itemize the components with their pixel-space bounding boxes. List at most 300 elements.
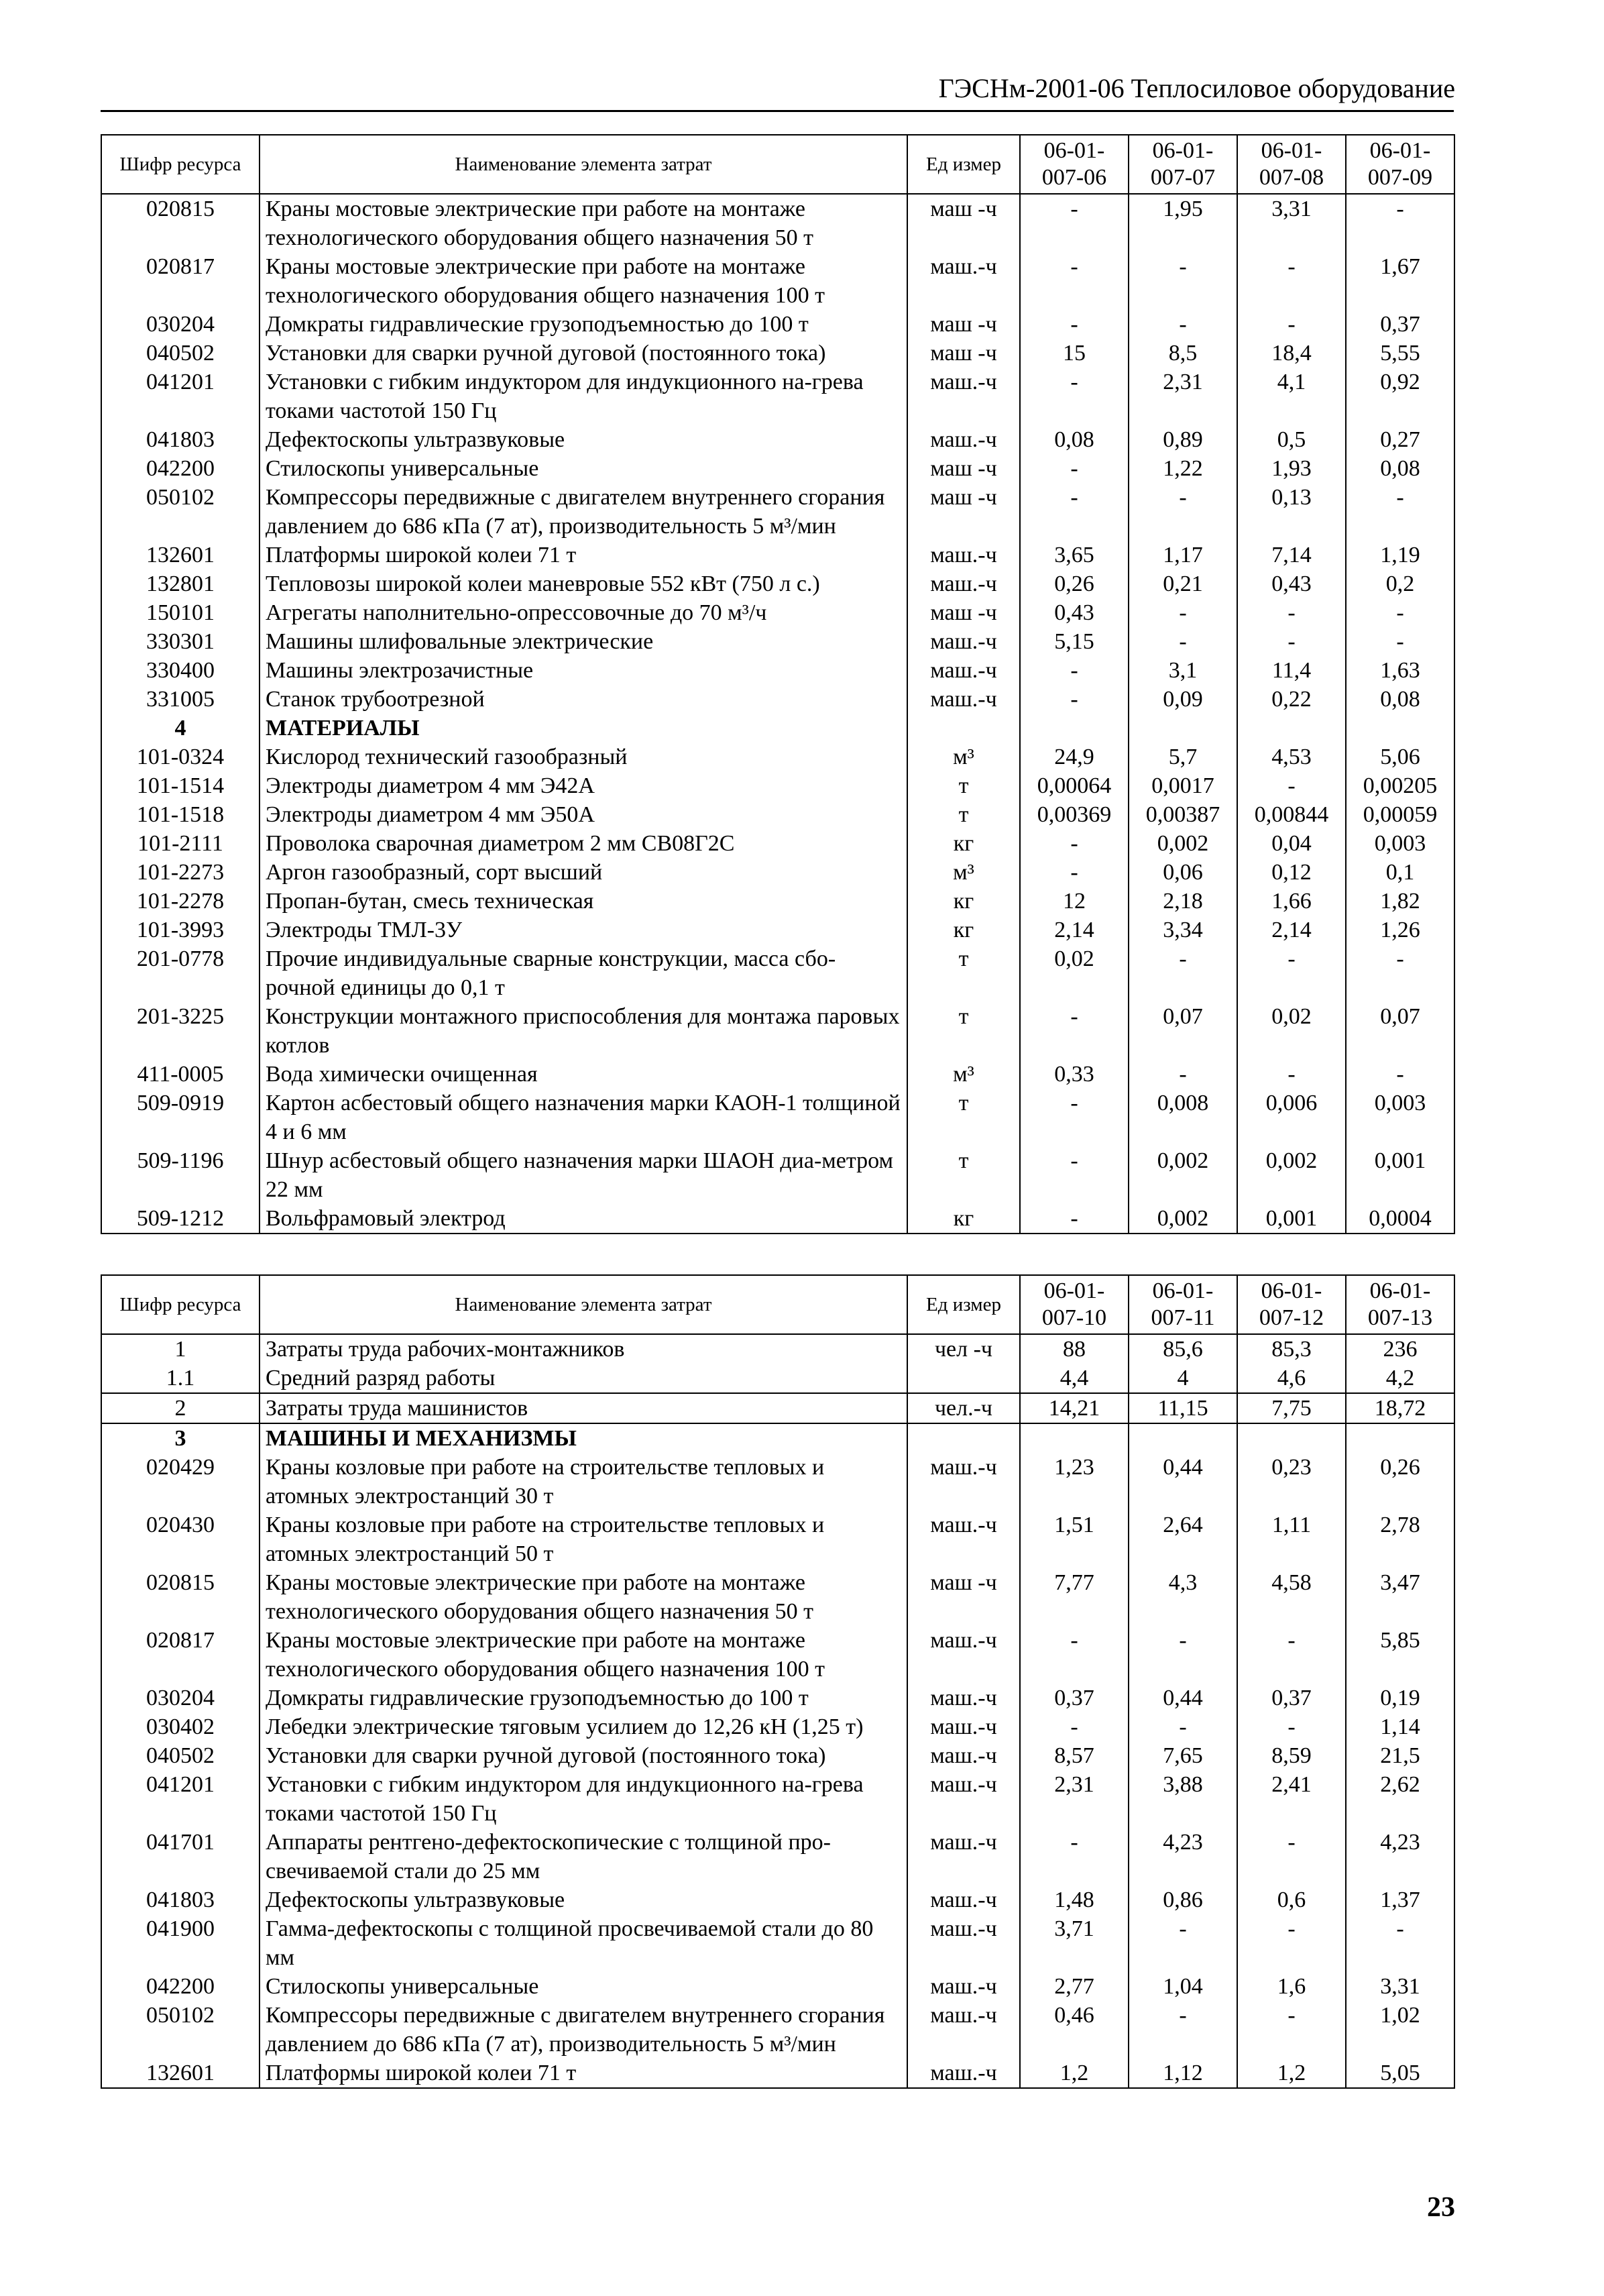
value-cell: - [1020, 685, 1129, 714]
unit-cell: т [907, 944, 1020, 1002]
unit-cell: маш.-ч [907, 2059, 1020, 2088]
resource-name-cell: Краны козловые при работе на строительстве тепловых и атомных электростанций 50 т [260, 1511, 907, 1568]
header-col: 06-01- 007-12 [1237, 1275, 1346, 1334]
value-cell: 0,003 [1346, 829, 1454, 858]
resource-code-cell: 030402 [101, 1712, 260, 1741]
unit-cell: м³ [907, 858, 1020, 887]
table-row [101, 194, 1454, 252]
unit-cell: маш -ч [907, 598, 1020, 627]
value-cell: 4 [1129, 1364, 1237, 1393]
resource-table-2 [101, 1274, 1455, 2089]
resource-code-cell: 050102 [101, 2001, 260, 2059]
table-row [101, 598, 1454, 627]
unit-cell: т [907, 1089, 1020, 1146]
value-cell: 0,002 [1129, 829, 1237, 858]
unit-cell: маш.-ч [907, 1914, 1020, 1972]
table-row [101, 1684, 1454, 1712]
value-cell: - [1237, 1626, 1346, 1684]
unit-cell: маш -ч [907, 194, 1020, 252]
value-cell: 1,14 [1346, 1712, 1454, 1741]
unit-cell: чел.-ч [907, 1393, 1020, 1423]
value-cell [1129, 714, 1237, 743]
unit-cell: маш.-ч [907, 1885, 1020, 1914]
unit-cell: маш.-ч [907, 1712, 1020, 1741]
resource-code-cell: 101-0324 [101, 743, 260, 771]
value-cell: 3,47 [1346, 1568, 1454, 1626]
header-col: 06-01- 007-09 [1346, 135, 1454, 194]
value-cell: 1,95 [1129, 194, 1237, 252]
value-cell: 2,31 [1129, 368, 1237, 425]
resource-code-cell: 101-2278 [101, 887, 260, 916]
table-row [101, 2059, 1454, 2088]
resource-name-cell: Картон асбестовый общего назначения марки КАОН-1 толщиной 4 и 6 мм [260, 1089, 907, 1146]
unit-cell: маш.-ч [907, 627, 1020, 656]
resource-name-cell: Тепловозы широкой колеи маневровые 552 кВт (750 л с.) [260, 569, 907, 598]
unit-cell: маш -ч [907, 310, 1020, 339]
unit-cell: маш.-ч [907, 1626, 1020, 1684]
table-row [101, 310, 1454, 339]
value-cell: 0,26 [1020, 569, 1129, 598]
unit-cell: маш -ч [907, 339, 1020, 368]
value-cell: - [1020, 656, 1129, 685]
value-cell: 0,89 [1129, 425, 1237, 454]
value-cell: 0,02 [1237, 1002, 1346, 1060]
value-cell [1346, 714, 1454, 743]
resource-code-cell: 050102 [101, 483, 260, 541]
value-cell: - [1237, 1914, 1346, 1972]
value-cell: 2,41 [1237, 1770, 1346, 1828]
resource-name-cell: МАТЕРИАЛЫ [260, 714, 907, 743]
table-row [101, 2001, 1454, 2059]
value-cell: 0,46 [1020, 2001, 1129, 2059]
value-cell: 1,02 [1346, 2001, 1454, 2059]
value-cell: 0,37 [1020, 1684, 1129, 1712]
value-cell: 0,12 [1237, 858, 1346, 887]
value-cell: 1,51 [1020, 1511, 1129, 1568]
value-cell: 2,14 [1237, 916, 1346, 944]
resource-code-cell: 509-1212 [101, 1204, 260, 1234]
value-cell: 3,65 [1020, 541, 1129, 569]
resource-name-cell: Аппараты рентгено-дефектоскопические с толщиной про-свечиваемой стали до 25 мм [260, 1828, 907, 1885]
value-cell: - [1020, 1146, 1129, 1204]
table-row [101, 483, 1454, 541]
value-cell: 5,55 [1346, 339, 1454, 368]
value-cell [1020, 1423, 1129, 1453]
value-cell: 4,23 [1346, 1828, 1454, 1885]
value-cell: 2,62 [1346, 1770, 1454, 1828]
value-cell: 0,003 [1346, 1089, 1454, 1146]
table-header [101, 135, 1454, 194]
table-row [101, 1393, 1454, 1423]
resource-code-cell: 331005 [101, 685, 260, 714]
value-cell: 8,59 [1237, 1741, 1346, 1770]
value-cell: 0,33 [1020, 1060, 1129, 1089]
value-cell: - [1020, 483, 1129, 541]
table-row [101, 800, 1454, 829]
document-header-title: ГЭСНм-2001-06 Теплосиловое оборудование [938, 73, 1455, 103]
value-cell: 1,6 [1237, 1972, 1346, 2001]
value-cell: - [1237, 2001, 1346, 2059]
value-cell: 0,00205 [1346, 771, 1454, 800]
unit-cell: чел -ч [907, 1334, 1020, 1364]
value-cell: - [1129, 1914, 1237, 1972]
value-cell [1237, 714, 1346, 743]
table-row [101, 1146, 1454, 1204]
value-cell: 0,26 [1346, 1453, 1454, 1511]
value-cell: - [1129, 310, 1237, 339]
value-cell: - [1020, 454, 1129, 483]
resource-code-cell: 041701 [101, 1828, 260, 1885]
unit-cell: маш.-ч [907, 685, 1020, 714]
unit-cell: маш.-ч [907, 252, 1020, 310]
value-cell: - [1129, 598, 1237, 627]
value-cell: - [1020, 310, 1129, 339]
value-cell: 5,7 [1129, 743, 1237, 771]
resource-name-cell: Затраты труда рабочих-монтажников [260, 1334, 907, 1364]
resource-code-cell: 041201 [101, 1770, 260, 1828]
resource-name-cell: Установки с гибким индуктором для индукционного на-грева токами частотой 150 Гц [260, 1770, 907, 1828]
unit-cell: маш -ч [907, 1568, 1020, 1626]
value-cell: 4,4 [1020, 1364, 1129, 1393]
value-cell: - [1020, 1204, 1129, 1234]
table-row [101, 1626, 1454, 1684]
value-cell: 0,37 [1237, 1684, 1346, 1712]
resource-name-cell: Стилоскопы универсальные [260, 1972, 907, 2001]
resource-name-cell: Краны мостовые электрические при работе на монтаже технологического оборудования общего назначения 100 т [260, 252, 907, 310]
value-cell: 8,5 [1129, 339, 1237, 368]
value-cell: 5,15 [1020, 627, 1129, 656]
value-cell: - [1346, 483, 1454, 541]
value-cell: 3,71 [1020, 1914, 1129, 1972]
value-cell: 1,23 [1020, 1453, 1129, 1511]
value-cell [1237, 1423, 1346, 1453]
resource-code-cell: 411-0005 [101, 1060, 260, 1089]
resource-name-cell: Домкраты гидравлические грузоподъемностью до 100 т [260, 1684, 907, 1712]
resource-code-cell: 101-3993 [101, 916, 260, 944]
resource-name-cell: Агрегаты наполнительно-опрессовочные до 70 м³/ч [260, 598, 907, 627]
value-cell: 3,88 [1129, 1770, 1237, 1828]
header-col: 06-01- 007-10 [1020, 1275, 1129, 1334]
resource-code-cell: 101-2111 [101, 829, 260, 858]
value-cell: - [1020, 368, 1129, 425]
value-cell: - [1237, 598, 1346, 627]
resource-code-cell: 330301 [101, 627, 260, 656]
value-cell: 0,002 [1237, 1146, 1346, 1204]
table-row [101, 1972, 1454, 2001]
value-cell: - [1237, 944, 1346, 1002]
value-cell: 0,19 [1346, 1684, 1454, 1712]
header-col: 06-01- 007-06 [1020, 135, 1129, 194]
resource-code-cell: 020815 [101, 1568, 260, 1626]
value-cell: 0,44 [1129, 1453, 1237, 1511]
value-cell [1129, 1423, 1237, 1453]
value-cell: 1,66 [1237, 887, 1346, 916]
value-cell: 1,63 [1346, 656, 1454, 685]
value-cell: 24,9 [1020, 743, 1129, 771]
table-row [101, 829, 1454, 858]
value-cell: 3,31 [1237, 194, 1346, 252]
resource-name-cell: Вода химически очищенная [260, 1060, 907, 1089]
resource-name-cell: Конструкции монтажного приспособления для монтажа паровых котлов [260, 1002, 907, 1060]
value-cell: 7,75 [1237, 1393, 1346, 1423]
table-body [101, 1334, 1454, 2088]
resource-code-cell: 020817 [101, 252, 260, 310]
header-unit: Ед измер [907, 1275, 1020, 1334]
value-cell: 11,4 [1237, 656, 1346, 685]
value-cell: 2,14 [1020, 916, 1129, 944]
value-cell: - [1020, 829, 1129, 858]
resource-code-cell: 132801 [101, 569, 260, 598]
value-cell: 3,34 [1129, 916, 1237, 944]
value-cell [1346, 1423, 1454, 1453]
unit-cell: маш.-ч [907, 1770, 1020, 1828]
unit-cell: м³ [907, 1060, 1020, 1089]
value-cell: - [1237, 1060, 1346, 1089]
value-cell: 0,08 [1346, 454, 1454, 483]
resource-code-cell: 040502 [101, 1741, 260, 1770]
resource-code-cell: 132601 [101, 2059, 260, 2088]
unit-cell: маш.-ч [907, 1828, 1020, 1885]
unit-cell: маш -ч [907, 483, 1020, 541]
resource-code-cell: 101-1514 [101, 771, 260, 800]
value-cell: 1,67 [1346, 252, 1454, 310]
table-header [101, 1275, 1454, 1334]
value-cell: - [1237, 310, 1346, 339]
resource-name-cell: Платформы широкой колеи 71 т [260, 2059, 907, 2088]
value-cell: 18,72 [1346, 1393, 1454, 1423]
value-cell: 0,001 [1237, 1204, 1346, 1234]
header-code: Шифр ресурса [101, 1275, 260, 1334]
resource-code-cell: 150101 [101, 598, 260, 627]
value-cell: 21,5 [1346, 1741, 1454, 1770]
unit-cell: маш.-ч [907, 1684, 1020, 1712]
value-cell: 0,006 [1237, 1089, 1346, 1146]
header-name: Наименование элемента затрат [260, 1275, 907, 1334]
table-row [101, 1364, 1454, 1393]
resource-code-cell: 1 [101, 1334, 260, 1364]
resource-name-cell: Аргон газообразный, сорт высший [260, 858, 907, 887]
value-cell: - [1346, 627, 1454, 656]
table-row [101, 425, 1454, 454]
resource-code-cell: 4 [101, 714, 260, 743]
value-cell: 1,04 [1129, 1972, 1237, 2001]
table-row [101, 1060, 1454, 1089]
resource-name-cell: Пропан-бутан, смесь техническая [260, 887, 907, 916]
value-cell: 0,00844 [1237, 800, 1346, 829]
resource-name-cell: Краны мостовые электрические при работе на монтаже технологического оборудования общего назначения 50 т [260, 194, 907, 252]
header-rule [101, 110, 1454, 112]
unit-cell: м³ [907, 743, 1020, 771]
value-cell: 85,6 [1129, 1334, 1237, 1364]
resource-code-cell: 2 [101, 1393, 260, 1423]
value-cell: 0,09 [1129, 685, 1237, 714]
header-unit: Ед измер [907, 135, 1020, 194]
value-cell: 1,19 [1346, 541, 1454, 569]
unit-cell [907, 1364, 1020, 1393]
value-cell: - [1020, 194, 1129, 252]
value-cell: - [1129, 627, 1237, 656]
value-cell: 0,07 [1346, 1002, 1454, 1060]
value-cell: 0,44 [1129, 1684, 1237, 1712]
value-cell: 1,11 [1237, 1511, 1346, 1568]
unit-cell: кг [907, 887, 1020, 916]
table-row [101, 887, 1454, 916]
value-cell: - [1129, 1712, 1237, 1741]
value-cell: 11,15 [1129, 1393, 1237, 1423]
unit-cell: т [907, 800, 1020, 829]
resource-code-cell: 020429 [101, 1453, 260, 1511]
table-row [101, 1511, 1454, 1568]
value-cell: - [1020, 252, 1129, 310]
resource-code-cell: 041900 [101, 1914, 260, 1972]
unit-cell: маш.-ч [907, 656, 1020, 685]
resource-name-cell: Дефектоскопы ультразвуковые [260, 1885, 907, 1914]
value-cell: 0,00369 [1020, 800, 1129, 829]
unit-cell: маш.-ч [907, 2001, 1020, 2059]
value-cell: - [1129, 2001, 1237, 2059]
unit-cell: маш.-ч [907, 541, 1020, 569]
table-body [101, 194, 1454, 1234]
resource-code-cell: 020817 [101, 1626, 260, 1684]
value-cell: 14,21 [1020, 1393, 1129, 1423]
value-cell: 0,21 [1129, 569, 1237, 598]
value-cell: 0,2 [1346, 569, 1454, 598]
value-cell: - [1346, 1914, 1454, 1972]
value-cell: - [1346, 194, 1454, 252]
table-row [101, 569, 1454, 598]
resource-code-cell: 509-0919 [101, 1089, 260, 1146]
value-cell: 1,17 [1129, 541, 1237, 569]
value-cell: - [1237, 771, 1346, 800]
value-cell: - [1237, 1828, 1346, 1885]
value-cell: 4,58 [1237, 1568, 1346, 1626]
header-col: 06-01- 007-13 [1346, 1275, 1454, 1334]
resource-name-cell: Компрессоры передвижные с двигателем внутреннего сгорания давлением до 686 кПа (7 ат), производительность 5 м³/мин [260, 483, 907, 541]
value-cell: 7,65 [1129, 1741, 1237, 1770]
unit-cell: маш.-ч [907, 1453, 1020, 1511]
header-col: 06-01- 007-08 [1237, 135, 1346, 194]
table-row [101, 656, 1454, 685]
value-cell: 236 [1346, 1334, 1454, 1364]
value-cell: 3,31 [1346, 1972, 1454, 2001]
table-row [101, 252, 1454, 310]
table-row [101, 339, 1454, 368]
section-row [101, 1423, 1454, 1453]
resource-table-1 [101, 134, 1455, 1234]
value-cell: 7,77 [1020, 1568, 1129, 1626]
value-cell: 5,85 [1346, 1626, 1454, 1684]
resource-code-cell: 042200 [101, 454, 260, 483]
table-row [101, 858, 1454, 887]
unit-cell: маш -ч [907, 454, 1020, 483]
value-cell: 2,18 [1129, 887, 1237, 916]
table-row [101, 1089, 1454, 1146]
value-cell: - [1129, 1060, 1237, 1089]
resource-name-cell: Краны мостовые электрические при работе на монтаже технологического оборудования общего назначения 100 т [260, 1626, 907, 1684]
value-cell: - [1020, 858, 1129, 887]
table-row [101, 1828, 1454, 1885]
table-row [101, 1885, 1454, 1914]
resource-code-cell: 201-3225 [101, 1002, 260, 1060]
page-number: 23 [1427, 2192, 1455, 2223]
resource-name-cell: Установки для сварки ручной дуговой (постоянного тока) [260, 1741, 907, 1770]
value-cell [1020, 714, 1129, 743]
unit-cell: маш.-ч [907, 1511, 1020, 1568]
resource-name-cell: Компрессоры передвижные с двигателем внутреннего сгорания давлением до 686 кПа (7 ат), производительность 5 м³/мин [260, 2001, 907, 2059]
value-cell: 4,3 [1129, 1568, 1237, 1626]
value-cell: 0,08 [1346, 685, 1454, 714]
header-col: 06-01- 007-07 [1129, 135, 1237, 194]
unit-cell [907, 1423, 1020, 1453]
resource-name-cell: Электроды диаметром 4 мм Э50А [260, 800, 907, 829]
value-cell: 0,002 [1129, 1204, 1237, 1234]
value-cell: 1,12 [1129, 2059, 1237, 2088]
table-row [101, 1914, 1454, 1972]
table-row [101, 627, 1454, 656]
unit-cell: кг [907, 1204, 1020, 1234]
value-cell: - [1237, 252, 1346, 310]
value-cell: - [1020, 1626, 1129, 1684]
section-row [101, 714, 1454, 743]
value-cell: 4,6 [1237, 1364, 1346, 1393]
value-cell: 4,2 [1346, 1364, 1454, 1393]
resource-name-cell: МАШИНЫ И МЕХАНИЗМЫ [260, 1423, 907, 1453]
value-cell: - [1129, 944, 1237, 1002]
value-cell: 85,3 [1237, 1334, 1346, 1364]
resource-name-cell: Дефектоскопы ультразвуковые [260, 425, 907, 454]
table-row [101, 454, 1454, 483]
value-cell: 0,27 [1346, 425, 1454, 454]
resource-code-cell: 101-1518 [101, 800, 260, 829]
resource-code-cell: 042200 [101, 1972, 260, 2001]
resource-name-cell: Прочие индивидуальные сварные конструкции, масса сбо-рочной единицы до 0,1 т [260, 944, 907, 1002]
resource-name-cell: Установки с гибким индуктором для индукционного на-грева токами частотой 150 Гц [260, 368, 907, 425]
value-cell: - [1237, 627, 1346, 656]
value-cell: 0,001 [1346, 1146, 1454, 1204]
value-cell: 1,82 [1346, 887, 1454, 916]
value-cell: 0,0004 [1346, 1204, 1454, 1234]
table-row [101, 685, 1454, 714]
value-cell: 0,08 [1020, 425, 1129, 454]
value-cell: 0,13 [1237, 483, 1346, 541]
table-row [101, 1204, 1454, 1234]
resource-code-cell: 330400 [101, 656, 260, 685]
resource-name-cell: Краны мостовые электрические при работе на монтаже технологического оборудования общего назначения 50 т [260, 1568, 907, 1626]
resource-name-cell: Домкраты гидравлические грузоподъемностью до 100 т [260, 310, 907, 339]
value-cell: 0,43 [1020, 598, 1129, 627]
value-cell: - [1237, 1712, 1346, 1741]
table-row [101, 368, 1454, 425]
value-cell: 0,04 [1237, 829, 1346, 858]
value-cell: - [1020, 1089, 1129, 1146]
value-cell: 4,23 [1129, 1828, 1237, 1885]
header-name: Наименование элемента затрат [260, 135, 907, 194]
resource-name-cell: Станок трубоотрезной [260, 685, 907, 714]
value-cell: 0,00059 [1346, 800, 1454, 829]
value-cell: 3,1 [1129, 656, 1237, 685]
value-cell: 1,22 [1129, 454, 1237, 483]
value-cell: 4,53 [1237, 743, 1346, 771]
value-cell: - [1129, 252, 1237, 310]
value-cell: 4,1 [1237, 368, 1346, 425]
value-cell: 0,1 [1346, 858, 1454, 887]
value-cell: 8,57 [1020, 1741, 1129, 1770]
unit-cell: маш.-ч [907, 1741, 1020, 1770]
value-cell: - [1129, 1626, 1237, 1684]
resource-code-cell: 3 [101, 1423, 260, 1453]
resource-name-cell: Электроды диаметром 4 мм Э42А [260, 771, 907, 800]
value-cell: 0,22 [1237, 685, 1346, 714]
